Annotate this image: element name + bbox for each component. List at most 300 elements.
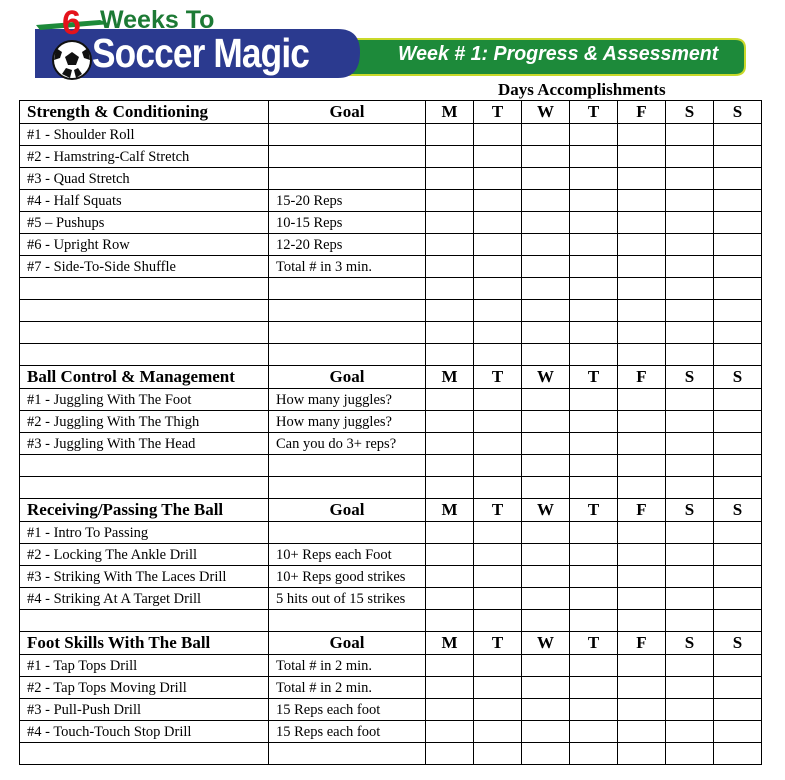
section-header-row <box>20 101 762 124</box>
day-checkbox-cell[interactable] <box>570 721 618 743</box>
table-row <box>20 256 762 278</box>
exercise-cell <box>20 477 269 499</box>
goal-cell: 15 Reps each foot <box>269 699 426 721</box>
day-checkbox-cell[interactable] <box>522 699 570 721</box>
day-checkbox-cell[interactable] <box>714 588 762 610</box>
day-checkbox-cell[interactable] <box>570 168 618 190</box>
day-checkbox-cell[interactable] <box>426 433 474 455</box>
table-row <box>20 433 762 455</box>
day-header: T <box>474 499 522 522</box>
day-header: S <box>666 632 714 655</box>
day-checkbox-cell[interactable] <box>618 344 666 366</box>
day-checkbox-cell[interactable] <box>570 124 618 146</box>
section-header-row <box>20 499 762 522</box>
table-row <box>20 699 762 721</box>
day-checkbox-cell[interactable] <box>426 544 474 566</box>
day-checkbox-cell[interactable] <box>426 588 474 610</box>
day-checkbox-cell[interactable] <box>666 588 714 610</box>
day-checkbox-cell[interactable] <box>426 300 474 322</box>
exercise-cell: #3 - Quad Stretch <box>20 168 269 190</box>
day-checkbox-cell[interactable] <box>714 344 762 366</box>
day-checkbox-cell[interactable] <box>522 588 570 610</box>
day-header: S <box>714 499 762 522</box>
table-row <box>20 566 762 588</box>
day-checkbox-cell[interactable] <box>666 699 714 721</box>
day-checkbox-cell[interactable] <box>474 455 522 477</box>
day-checkbox-cell[interactable] <box>570 322 618 344</box>
day-checkbox-cell[interactable] <box>666 322 714 344</box>
day-checkbox-cell[interactable] <box>666 655 714 677</box>
day-header: T <box>474 101 522 124</box>
day-checkbox-cell[interactable] <box>666 234 714 256</box>
day-checkbox-cell[interactable] <box>666 544 714 566</box>
table-row <box>20 389 762 411</box>
goal-cell <box>269 610 426 632</box>
day-checkbox-cell[interactable] <box>618 699 666 721</box>
day-checkbox-cell[interactable] <box>666 522 714 544</box>
exercise-cell: #4 - Half Squats <box>20 190 269 212</box>
section-title: Foot Skills With The Ball <box>20 632 269 655</box>
day-checkbox-cell[interactable] <box>474 212 522 234</box>
day-checkbox-cell[interactable] <box>474 124 522 146</box>
day-checkbox-cell[interactable] <box>570 344 618 366</box>
table-body <box>20 101 762 765</box>
day-header: T <box>570 499 618 522</box>
goal-header: Goal <box>269 366 426 389</box>
day-checkbox-cell[interactable] <box>426 743 474 765</box>
table-row <box>20 544 762 566</box>
day-checkbox-cell[interactable] <box>570 190 618 212</box>
day-checkbox-cell[interactable] <box>570 300 618 322</box>
day-checkbox-cell[interactable] <box>714 721 762 743</box>
day-checkbox-cell[interactable] <box>522 322 570 344</box>
day-checkbox-cell[interactable] <box>666 411 714 433</box>
table-row <box>20 655 762 677</box>
day-checkbox-cell[interactable] <box>666 743 714 765</box>
day-checkbox-cell[interactable] <box>426 344 474 366</box>
table-row <box>20 168 762 190</box>
day-header: T <box>570 101 618 124</box>
day-checkbox-cell[interactable] <box>474 721 522 743</box>
day-header: S <box>714 632 762 655</box>
day-checkbox-cell[interactable] <box>618 721 666 743</box>
goal-cell: 10+ Reps each Foot <box>269 544 426 566</box>
day-checkbox-cell[interactable] <box>570 699 618 721</box>
goal-cell <box>269 522 426 544</box>
goal-cell: Total # in 2 min. <box>269 655 426 677</box>
day-checkbox-cell[interactable] <box>570 256 618 278</box>
day-checkbox-cell[interactable] <box>714 234 762 256</box>
exercise-cell <box>20 455 269 477</box>
table-row <box>20 212 762 234</box>
exercise-cell <box>20 610 269 632</box>
day-checkbox-cell[interactable] <box>474 256 522 278</box>
day-checkbox-cell[interactable] <box>426 522 474 544</box>
day-checkbox-cell[interactable] <box>714 389 762 411</box>
day-checkbox-cell[interactable] <box>618 190 666 212</box>
day-checkbox-cell[interactable] <box>666 677 714 699</box>
day-checkbox-cell[interactable] <box>714 544 762 566</box>
table-row <box>20 322 762 344</box>
goal-cell <box>269 124 426 146</box>
day-checkbox-cell[interactable] <box>714 610 762 632</box>
week-title: Week # 1: Progress & Assessment <box>398 43 719 65</box>
goal-cell <box>269 146 426 168</box>
goal-cell <box>269 168 426 190</box>
day-checkbox-cell[interactable] <box>522 477 570 499</box>
day-header: W <box>522 499 570 522</box>
table-row <box>20 477 762 499</box>
soccer-ball-icon <box>53 41 91 79</box>
day-checkbox-cell[interactable] <box>714 300 762 322</box>
day-checkbox-cell[interactable] <box>714 256 762 278</box>
day-checkbox-cell[interactable] <box>618 168 666 190</box>
day-checkbox-cell[interactable] <box>474 300 522 322</box>
day-checkbox-cell[interactable] <box>618 455 666 477</box>
day-checkbox-cell[interactable] <box>426 234 474 256</box>
day-checkbox-cell[interactable] <box>714 322 762 344</box>
day-checkbox-cell[interactable] <box>522 743 570 765</box>
day-checkbox-cell[interactable] <box>522 190 570 212</box>
exercise-cell: #1 - Shoulder Roll <box>20 124 269 146</box>
day-checkbox-cell[interactable] <box>714 124 762 146</box>
day-checkbox-cell[interactable] <box>618 522 666 544</box>
goal-cell: How many juggles? <box>269 389 426 411</box>
goal-cell: Total # in 3 min. <box>269 256 426 278</box>
day-checkbox-cell[interactable] <box>426 455 474 477</box>
exercise-cell <box>20 278 269 300</box>
goal-cell: 15-20 Reps <box>269 190 426 212</box>
day-checkbox-cell[interactable] <box>522 610 570 632</box>
day-checkbox-cell[interactable] <box>522 389 570 411</box>
table-row <box>20 300 762 322</box>
day-checkbox-cell[interactable] <box>666 124 714 146</box>
day-checkbox-cell[interactable] <box>570 455 618 477</box>
day-header: T <box>474 632 522 655</box>
day-checkbox-cell[interactable] <box>570 146 618 168</box>
day-checkbox-cell[interactable] <box>474 743 522 765</box>
logo-main-text: Soccer Magic <box>92 30 310 76</box>
day-checkbox-cell[interactable] <box>666 477 714 499</box>
day-checkbox-cell[interactable] <box>426 389 474 411</box>
day-checkbox-cell[interactable] <box>618 278 666 300</box>
day-checkbox-cell[interactable] <box>522 455 570 477</box>
day-checkbox-cell[interactable] <box>522 677 570 699</box>
table-row <box>20 146 762 168</box>
day-checkbox-cell[interactable] <box>714 699 762 721</box>
day-checkbox-cell[interactable] <box>474 146 522 168</box>
day-checkbox-cell[interactable] <box>426 699 474 721</box>
section-title: Ball Control & Management <box>20 366 269 389</box>
day-checkbox-cell[interactable] <box>618 655 666 677</box>
day-header: T <box>474 366 522 389</box>
day-checkbox-cell[interactable] <box>522 234 570 256</box>
day-checkbox-cell[interactable] <box>426 168 474 190</box>
day-checkbox-cell[interactable] <box>618 677 666 699</box>
day-checkbox-cell[interactable] <box>522 433 570 455</box>
table-row <box>20 190 762 212</box>
day-checkbox-cell[interactable] <box>714 190 762 212</box>
day-checkbox-cell[interactable] <box>714 146 762 168</box>
day-checkbox-cell[interactable] <box>522 124 570 146</box>
day-header: S <box>666 366 714 389</box>
day-checkbox-cell[interactable] <box>522 655 570 677</box>
day-checkbox-cell[interactable] <box>474 588 522 610</box>
day-checkbox-cell[interactable] <box>618 212 666 234</box>
day-checkbox-cell[interactable] <box>570 677 618 699</box>
day-checkbox-cell[interactable] <box>618 588 666 610</box>
exercise-cell: #1 - Intro To Passing <box>20 522 269 544</box>
exercise-cell <box>20 322 269 344</box>
day-checkbox-cell[interactable] <box>522 721 570 743</box>
progress-table <box>19 100 762 765</box>
table-row <box>20 610 762 632</box>
day-header: M <box>426 632 474 655</box>
goal-cell <box>269 278 426 300</box>
day-checkbox-cell[interactable] <box>522 146 570 168</box>
day-checkbox-cell[interactable] <box>714 278 762 300</box>
goal-cell <box>269 477 426 499</box>
day-header: F <box>618 632 666 655</box>
day-checkbox-cell[interactable] <box>426 477 474 499</box>
goal-cell: 15 Reps each foot <box>269 721 426 743</box>
goal-cell: 5 hits out of 15 strikes <box>269 588 426 610</box>
day-checkbox-cell[interactable] <box>522 300 570 322</box>
day-checkbox-cell[interactable] <box>618 477 666 499</box>
goal-cell: Can you do 3+ reps? <box>269 433 426 455</box>
section-title: Strength & Conditioning <box>20 101 269 124</box>
day-checkbox-cell[interactable] <box>570 588 618 610</box>
goal-header: Goal <box>269 632 426 655</box>
table-row <box>20 588 762 610</box>
day-checkbox-cell[interactable] <box>570 234 618 256</box>
day-checkbox-cell[interactable] <box>666 300 714 322</box>
day-header: W <box>522 101 570 124</box>
day-checkbox-cell[interactable] <box>618 544 666 566</box>
section-title: Receiving/Passing The Ball <box>20 499 269 522</box>
day-checkbox-cell[interactable] <box>666 433 714 455</box>
day-checkbox-cell[interactable] <box>570 477 618 499</box>
day-checkbox-cell[interactable] <box>474 699 522 721</box>
days-accomplishments-label: Days Accomplishments <box>498 80 666 99</box>
day-checkbox-cell[interactable] <box>474 433 522 455</box>
table-row <box>20 234 762 256</box>
section-header-row <box>20 366 762 389</box>
day-checkbox-cell[interactable] <box>714 212 762 234</box>
logo-top-text: Weeks To <box>100 6 215 34</box>
day-checkbox-cell[interactable] <box>426 566 474 588</box>
day-checkbox-cell[interactable] <box>618 389 666 411</box>
day-checkbox-cell[interactable] <box>618 566 666 588</box>
day-checkbox-cell[interactable] <box>618 322 666 344</box>
exercise-cell: #1 - Juggling With The Foot <box>20 389 269 411</box>
goal-cell <box>269 322 426 344</box>
day-checkbox-cell[interactable] <box>618 433 666 455</box>
day-checkbox-cell[interactable] <box>570 278 618 300</box>
day-checkbox-cell[interactable] <box>666 212 714 234</box>
day-checkbox-cell[interactable] <box>570 212 618 234</box>
day-checkbox-cell[interactable] <box>522 344 570 366</box>
day-checkbox-cell[interactable] <box>426 212 474 234</box>
day-checkbox-cell[interactable] <box>618 124 666 146</box>
day-checkbox-cell[interactable] <box>666 566 714 588</box>
day-checkbox-cell[interactable] <box>426 146 474 168</box>
day-header: S <box>714 366 762 389</box>
day-checkbox-cell[interactable] <box>474 190 522 212</box>
day-checkbox-cell[interactable] <box>570 522 618 544</box>
day-checkbox-cell[interactable] <box>570 610 618 632</box>
goal-cell: 12-20 Reps <box>269 234 426 256</box>
day-checkbox-cell[interactable] <box>666 146 714 168</box>
day-checkbox-cell[interactable] <box>474 389 522 411</box>
day-checkbox-cell[interactable] <box>666 256 714 278</box>
day-checkbox-cell[interactable] <box>570 655 618 677</box>
table-row <box>20 522 762 544</box>
day-checkbox-cell[interactable] <box>666 610 714 632</box>
table-row <box>20 411 762 433</box>
table-row <box>20 721 762 743</box>
day-checkbox-cell[interactable] <box>474 677 522 699</box>
day-checkbox-cell[interactable] <box>474 322 522 344</box>
day-checkbox-cell[interactable] <box>714 477 762 499</box>
goal-cell: How many juggles? <box>269 411 426 433</box>
exercise-cell: #4 - Striking At A Target Drill <box>20 588 269 610</box>
day-checkbox-cell[interactable] <box>426 721 474 743</box>
day-checkbox-cell[interactable] <box>714 522 762 544</box>
exercise-cell: #2 - Locking The Ankle Drill <box>20 544 269 566</box>
day-checkbox-cell[interactable] <box>522 278 570 300</box>
day-checkbox-cell[interactable] <box>474 168 522 190</box>
day-checkbox-cell[interactable] <box>426 322 474 344</box>
day-checkbox-cell[interactable] <box>522 544 570 566</box>
day-checkbox-cell[interactable] <box>618 146 666 168</box>
goal-cell <box>269 455 426 477</box>
day-checkbox-cell[interactable] <box>522 411 570 433</box>
exercise-cell: #1 - Tap Tops Drill <box>20 655 269 677</box>
day-header: W <box>522 366 570 389</box>
day-checkbox-cell[interactable] <box>618 256 666 278</box>
day-checkbox-cell[interactable] <box>666 278 714 300</box>
day-checkbox-cell[interactable] <box>714 743 762 765</box>
day-checkbox-cell[interactable] <box>426 677 474 699</box>
day-checkbox-cell[interactable] <box>426 278 474 300</box>
day-header: T <box>570 632 618 655</box>
day-checkbox-cell[interactable] <box>474 477 522 499</box>
day-checkbox-cell[interactable] <box>618 411 666 433</box>
day-header: S <box>666 499 714 522</box>
day-checkbox-cell[interactable] <box>618 300 666 322</box>
table-row <box>20 455 762 477</box>
day-checkbox-cell[interactable] <box>666 344 714 366</box>
day-checkbox-cell[interactable] <box>426 411 474 433</box>
day-header: M <box>426 366 474 389</box>
table-row <box>20 677 762 699</box>
exercise-cell <box>20 743 269 765</box>
day-checkbox-cell[interactable] <box>570 566 618 588</box>
day-checkbox-cell[interactable] <box>570 411 618 433</box>
exercise-cell: #5 – Pushups <box>20 212 269 234</box>
exercise-cell: #7 - Side-To-Side Shuffle <box>20 256 269 278</box>
table-row <box>20 344 762 366</box>
day-checkbox-cell[interactable] <box>618 234 666 256</box>
day-checkbox-cell[interactable] <box>426 655 474 677</box>
day-checkbox-cell[interactable] <box>570 389 618 411</box>
exercise-cell: #4 - Touch-Touch Stop Drill <box>20 721 269 743</box>
goal-cell: 10+ Reps good strikes <box>269 566 426 588</box>
exercise-cell: #2 - Hamstring-Calf Stretch <box>20 146 269 168</box>
day-checkbox-cell[interactable] <box>570 544 618 566</box>
day-checkbox-cell[interactable] <box>666 190 714 212</box>
day-checkbox-cell[interactable] <box>474 566 522 588</box>
day-checkbox-cell[interactable] <box>522 566 570 588</box>
day-header: F <box>618 101 666 124</box>
day-checkbox-cell[interactable] <box>474 522 522 544</box>
day-checkbox-cell[interactable] <box>714 168 762 190</box>
day-checkbox-cell[interactable] <box>474 411 522 433</box>
day-checkbox-cell[interactable] <box>522 256 570 278</box>
day-checkbox-cell[interactable] <box>426 124 474 146</box>
day-header: T <box>570 366 618 389</box>
exercise-cell: #3 - Juggling With The Head <box>20 433 269 455</box>
day-checkbox-cell[interactable] <box>714 655 762 677</box>
day-checkbox-cell[interactable] <box>474 278 522 300</box>
day-checkbox-cell[interactable] <box>474 544 522 566</box>
table-row <box>20 124 762 146</box>
day-checkbox-cell[interactable] <box>474 234 522 256</box>
day-checkbox-cell[interactable] <box>474 344 522 366</box>
day-header: F <box>618 366 666 389</box>
logo-banner <box>0 0 785 82</box>
goal-header: Goal <box>269 499 426 522</box>
day-checkbox-cell[interactable] <box>522 168 570 190</box>
day-checkbox-cell[interactable] <box>666 721 714 743</box>
exercise-cell: #3 - Striking With The Laces Drill <box>20 566 269 588</box>
day-checkbox-cell[interactable] <box>570 743 618 765</box>
day-checkbox-cell[interactable] <box>714 433 762 455</box>
day-header: S <box>714 101 762 124</box>
day-checkbox-cell[interactable] <box>666 455 714 477</box>
exercise-cell <box>20 344 269 366</box>
day-checkbox-cell[interactable] <box>666 389 714 411</box>
day-header: M <box>426 499 474 522</box>
day-checkbox-cell[interactable] <box>522 212 570 234</box>
day-checkbox-cell[interactable] <box>426 610 474 632</box>
day-checkbox-cell[interactable] <box>714 411 762 433</box>
table-row <box>20 743 762 765</box>
day-header: S <box>666 101 714 124</box>
goal-cell: Total # in 2 min. <box>269 677 426 699</box>
goal-header: Goal <box>269 101 426 124</box>
day-checkbox-cell[interactable] <box>666 168 714 190</box>
day-checkbox-cell[interactable] <box>618 743 666 765</box>
day-checkbox-cell[interactable] <box>426 256 474 278</box>
goal-cell <box>269 300 426 322</box>
exercise-cell: #6 - Upright Row <box>20 234 269 256</box>
table-row <box>20 278 762 300</box>
day-checkbox-cell[interactable] <box>714 566 762 588</box>
day-checkbox-cell[interactable] <box>714 455 762 477</box>
exercise-cell: #3 - Pull-Push Drill <box>20 699 269 721</box>
day-checkbox-cell[interactable] <box>570 433 618 455</box>
day-checkbox-cell[interactable] <box>714 677 762 699</box>
day-checkbox-cell[interactable] <box>474 655 522 677</box>
exercise-cell: #2 - Juggling With The Thigh <box>20 411 269 433</box>
day-checkbox-cell[interactable] <box>426 190 474 212</box>
day-checkbox-cell[interactable] <box>474 610 522 632</box>
exercise-cell <box>20 300 269 322</box>
day-checkbox-cell[interactable] <box>522 522 570 544</box>
day-checkbox-cell[interactable] <box>618 610 666 632</box>
